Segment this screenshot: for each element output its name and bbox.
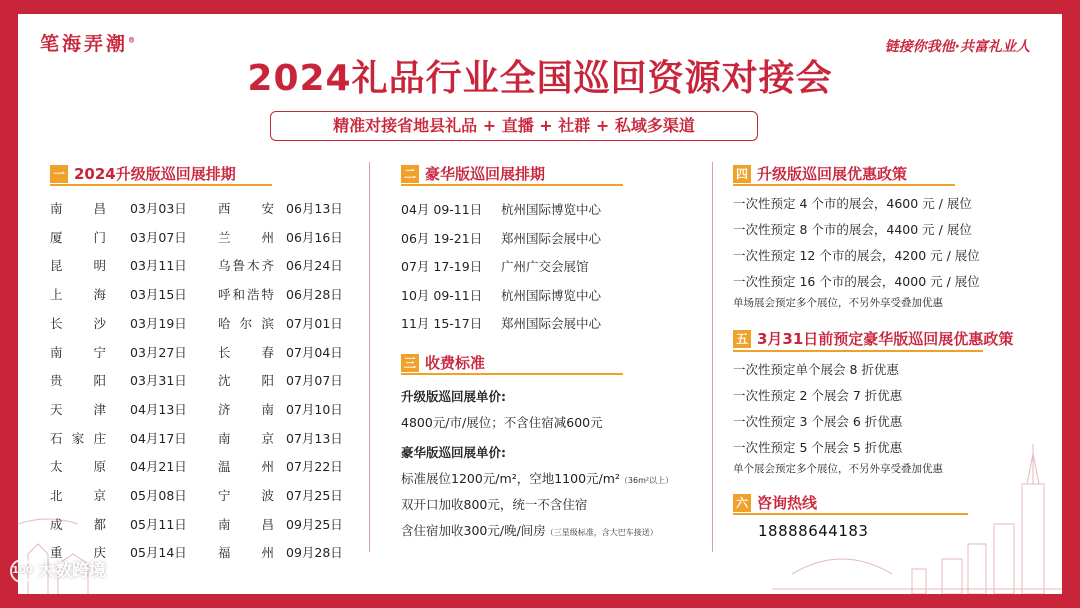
column-divider-right (712, 162, 713, 552)
schedule-date: 06月24日 (286, 258, 343, 274)
section-title: 豪华版巡回展排期 (425, 165, 546, 183)
schedule-row (50, 429, 350, 451)
section-number-badge: 一 (50, 165, 68, 183)
schedule-date: 03月11日 (130, 258, 187, 274)
schedule-city: 天津 (50, 401, 106, 417)
section-underline (50, 184, 272, 186)
section-title: 升级版巡回展优惠政策 (757, 165, 908, 183)
section-underline (733, 513, 968, 515)
page-subtitle: 精准对接省地县礼品 + 直播 + 社群 + 私域多渠道 (270, 111, 758, 141)
schedule-row (50, 457, 350, 479)
schedule-date: 07月07日 (286, 373, 343, 389)
schedule-date: 06月13日 (286, 201, 343, 216)
watermark (10, 556, 106, 583)
section-title: 3月31日前预定豪华版巡回展优惠政策 (757, 330, 1014, 348)
schedule-date: 09月28日 (286, 545, 343, 561)
schedule-date: 03月15日 (130, 287, 187, 303)
upgrade-price: 4800元/市/展位；不含住宿减600元 (401, 415, 603, 430)
luxury-date: 07月 17-19日 (401, 259, 483, 274)
section-upgrade-discount-header (733, 163, 907, 185)
upgrade-discount-item: 一次性预定 12 个市的展会，4200 元 / 展位 (733, 248, 980, 263)
watermark-icon: 100 (10, 559, 34, 583)
schedule-date: 04月13日 (130, 401, 187, 417)
brand-slogan: 链接你我他·共富礼业人 (884, 39, 1030, 55)
column-divider-left (369, 162, 370, 552)
luxury-venue: 杭州国际博览中心 (501, 287, 602, 303)
section-luxury-discount-header (733, 328, 1013, 350)
schedule-city: 宁波 (218, 488, 274, 503)
section-title: 2024升级版巡回展排期 (74, 165, 236, 183)
schedule-date: 06月16日 (286, 229, 343, 245)
schedule-city: 沈阳 (218, 373, 274, 389)
double-open-fee: 双开口加收800元，统一不含住宿 (401, 497, 588, 512)
schedule-date: 05月08日 (130, 488, 187, 503)
section-number-badge: 四 (733, 165, 751, 183)
schedule-city: 上海 (50, 287, 106, 303)
schedule-date: 07月10日 (286, 401, 343, 417)
schedule-date: 04月21日 (130, 459, 187, 475)
schedule-row (50, 400, 350, 422)
luxury-date: 11月 15-17日 (401, 316, 483, 331)
schedule-date: 07月22日 (286, 459, 343, 475)
section-hotline-header (733, 492, 817, 514)
lodging-fee (401, 521, 658, 539)
schedule-date: 03月07日 (130, 229, 187, 245)
section-fees-header (401, 352, 485, 374)
schedule-city: 厦门 (50, 229, 106, 245)
luxury-price-note: （36m²以上） (619, 476, 674, 485)
schedule-date: 07月04日 (286, 344, 343, 360)
luxury-date: 06月 19-21日 (401, 230, 483, 246)
lodging-fee-text: 含住宿加收300元/晚/间房 (401, 523, 546, 538)
luxury-schedule-row (401, 286, 681, 308)
section-underline (733, 184, 955, 186)
luxury-schedule-row (401, 314, 681, 336)
schedule-row (50, 486, 350, 508)
schedule-city: 乌鲁木齐 (218, 258, 274, 274)
upgrade-price-label: 升级版巡回展单价: (401, 389, 506, 404)
hotline-phone[interactable]: 18888644183 (758, 522, 869, 540)
section-underline (401, 373, 623, 375)
schedule-city: 南昌 (218, 516, 274, 532)
section-number-badge: 二 (401, 165, 419, 183)
schedule-city: 长沙 (50, 315, 106, 331)
luxury-venue: 郑州国际会展中心 (501, 316, 602, 331)
luxury-discount-item: 一次性预定 2 个展会 7 折优惠 (733, 388, 903, 403)
schedule-date: 05月14日 (130, 545, 187, 561)
luxury-schedule-row (401, 229, 681, 251)
section-underline (733, 350, 983, 352)
brand-logo-text: 笔海弄潮 (40, 33, 129, 55)
schedule-city: 重庆 (50, 545, 106, 561)
schedule-date: 03月03日 (130, 201, 187, 216)
schedule-row (50, 256, 350, 278)
luxury-price-text: 标准展位1200元/m²，空地1100元/m² (401, 471, 620, 486)
schedule-date: 04月17日 (130, 430, 187, 446)
schedule-row (50, 343, 350, 365)
schedule-city: 长春 (218, 344, 274, 360)
schedule-city: 南京 (218, 430, 274, 446)
luxury-venue: 广州广交会展馆 (501, 259, 589, 274)
section-number-badge: 三 (401, 354, 419, 372)
schedule-date: 05月11日 (130, 516, 187, 532)
schedule-city: 成都 (50, 516, 106, 532)
schedule-city: 石家庄 (50, 430, 106, 446)
upgrade-discount-note: 单场展会预定多个展位，不另外享受叠加优惠 (733, 297, 943, 309)
schedule-city: 南宁 (50, 344, 106, 360)
schedule-date: 03月19日 (130, 315, 187, 331)
watermark-text: 大数跨境 (38, 561, 106, 581)
section-luxury-schedule-header (401, 163, 545, 185)
luxury-price-label: 豪华版巡回展单价: (401, 445, 506, 460)
schedule-date: 06月28日 (286, 287, 343, 303)
section-underline (401, 184, 623, 186)
schedule-city: 济南 (218, 401, 274, 417)
section-number-badge: 六 (733, 494, 751, 512)
schedule-city: 南昌 (50, 201, 106, 216)
schedule-date: 07月25日 (286, 488, 343, 503)
schedule-city: 太原 (50, 459, 106, 475)
schedule-city: 北京 (50, 488, 106, 503)
luxury-schedule-row (401, 257, 681, 279)
schedule-city: 昆明 (50, 258, 106, 274)
luxury-venue: 杭州国际博览中心 (501, 202, 602, 217)
upgrade-discount-item: 一次性预定 4 个市的展会，4600 元 / 展位 (733, 196, 972, 211)
upgrade-discount-item: 一次性预定 8 个市的展会，4400 元 / 展位 (733, 222, 972, 237)
schedule-row (50, 199, 350, 221)
schedule-city: 贵阳 (50, 373, 106, 389)
luxury-venue: 郑州国际会展中心 (501, 230, 602, 246)
schedule-date: 03月31日 (130, 373, 187, 389)
luxury-price (401, 469, 673, 487)
schedule-date: 07月13日 (286, 430, 343, 446)
section-upgrade-schedule-header (50, 163, 236, 185)
schedule-date: 03月27日 (130, 344, 187, 360)
registered-mark: ® (128, 35, 136, 45)
luxury-discount-item: 一次性预定 5 个展会 5 折优惠 (733, 440, 903, 455)
schedule-city: 哈尔滨 (218, 315, 274, 331)
schedule-city: 福州 (218, 545, 274, 561)
luxury-date: 10月 09-11日 (401, 287, 483, 303)
schedule-row (50, 515, 350, 537)
luxury-discount-item: 一次性预定单个展会 8 折优惠 (733, 362, 899, 377)
schedule-date: 09月25日 (286, 516, 343, 532)
luxury-date: 04月 09-11日 (401, 202, 483, 217)
section-number-badge: 五 (733, 330, 751, 348)
upgrade-discount-item: 一次性预定 16 个市的展会，4000 元 / 展位 (733, 274, 980, 289)
schedule-row (50, 228, 350, 250)
schedule-city: 兰州 (218, 229, 274, 245)
section-title: 咨询热线 (757, 494, 818, 512)
schedule-city: 温州 (218, 459, 274, 475)
schedule-row (50, 285, 350, 307)
schedule-date: 07月01日 (286, 315, 343, 331)
page-title: 2024礼品行业全国巡回资源对接会 (247, 58, 833, 99)
schedule-row (50, 314, 350, 336)
schedule-city: 呼和浩特 (218, 287, 274, 303)
lodging-fee-note: （三星级标准，含大巴车接送） (545, 528, 658, 537)
section-title: 收费标准 (425, 354, 486, 372)
poster-panel (18, 14, 1062, 594)
luxury-schedule-row (401, 200, 681, 222)
schedule-row (50, 371, 350, 393)
schedule-city: 西安 (218, 201, 274, 216)
luxury-discount-item: 一次性预定 3 个展会 6 折优惠 (733, 414, 903, 429)
luxury-discount-note: 单个展会预定多个展位，不另外享受叠加优惠 (733, 463, 943, 475)
